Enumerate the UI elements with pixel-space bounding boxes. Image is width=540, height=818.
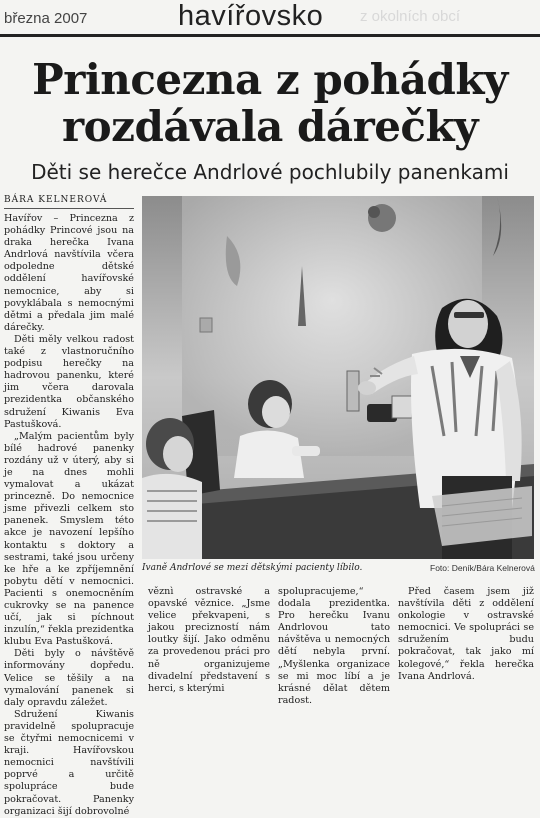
article-column-4 bbox=[398, 586, 534, 683]
paragraph: Sdružení Kiwanis pravidelně spolupracuje se čtyřmi nemocnicemi v kraji. Havířovskou nemocnici navštívili poprvé a určitě spolupráce bude pokračovat. Panenky organizaci šijí dobrovolné bbox=[4, 708, 134, 817]
photo-caption: Ivaně Andrlové se mezi dětskými pacienty líbilo. bbox=[142, 563, 363, 573]
paragraph: věznì ostravské a opavské věznice. „Jsme velice překvapeni, s jakou precizností nám loutky šijí. Jako odměnu za provedenou práci pro ně organizujeme divadelní představení s herci, s kterými bbox=[148, 586, 270, 694]
bleed-through-text: z okolních obcí bbox=[360, 8, 461, 25]
photo-illustration bbox=[142, 196, 534, 559]
paragraph: „Malým pacientům byly bílé hadrové panenky rozdány už v úterý, aby si je na dnes mohli vymalovat a ukázat princezně. Do nemocnice jsme přivezli celkem sto panenek. Smyslem této akce je navození lepšího kontaktu s doktory a sestrami, také jsou určeny ke hře a ke zpříjemnění pobytu dětí v nemocnici. Pacienti s onemocněním cukrovky se na panence učí, jak si píchnout inzulín,“ řekla prezidentka klubu Eva Pastušková. bbox=[4, 430, 134, 648]
article-column-1 bbox=[4, 213, 134, 818]
article-column-3 bbox=[278, 586, 390, 707]
subheadline: Děti se herečce Andrlové pochlubily panenkami bbox=[31, 160, 509, 184]
section-title: havířovsko bbox=[178, 0, 324, 32]
photo-credit: Foto: Deník/Bára Kelnerová bbox=[430, 563, 535, 573]
paragraph: Před časem jsem již navštívila děti z oddělení onkologie v ostravské nemocnici. Ve spolupráci se sdružením budu pokračovat, tak jako mí kolegové,“ řekla herečka Ivana Andrlová. bbox=[398, 586, 534, 682]
paragraph: Havířov – Princezna z pohádky Princové jsou na draka herečka Ivana Andrlová navštívila včera odpoledne dětské oddělení havířovské nemocnice, aby si povyklábala s nemocnými dětmi a předala jim malé dárečky. bbox=[4, 213, 134, 333]
byline-rule bbox=[4, 208, 134, 209]
paragraph: Děti byly o návštěvě informovány dopředu. Velice se těšily a na vymalování panenek si daly opravdu záležet. bbox=[4, 648, 134, 708]
page-header bbox=[0, 0, 540, 30]
headline bbox=[0, 56, 540, 150]
headline-line-2: rozdávala dárečky bbox=[62, 102, 478, 151]
paragraph: Děti měly velkou radost také z vlastnoručního podpisu herečky na hadrovou panenku, které jim včera darovala prezidentka občanského sdružení Kiwanis Eva Pastušková. bbox=[4, 333, 134, 430]
article-column-2 bbox=[148, 586, 270, 695]
headline-line-1: Princezna z pohádky bbox=[32, 55, 508, 104]
paragraph: spolupracujeme,“ dodala prezidentka. Pro herečku Ivanu Andrlovou tato návštěva u nemocných dětí nebyla první. „Myšlenka organizace se mi moc líbí a je krásné dělat dětem radost. bbox=[278, 586, 390, 706]
article-photo bbox=[142, 196, 534, 559]
header-rule bbox=[0, 34, 540, 37]
byline: BÁRA KELNEROVÁ bbox=[4, 195, 108, 205]
issue-date: března 2007 bbox=[4, 10, 88, 27]
